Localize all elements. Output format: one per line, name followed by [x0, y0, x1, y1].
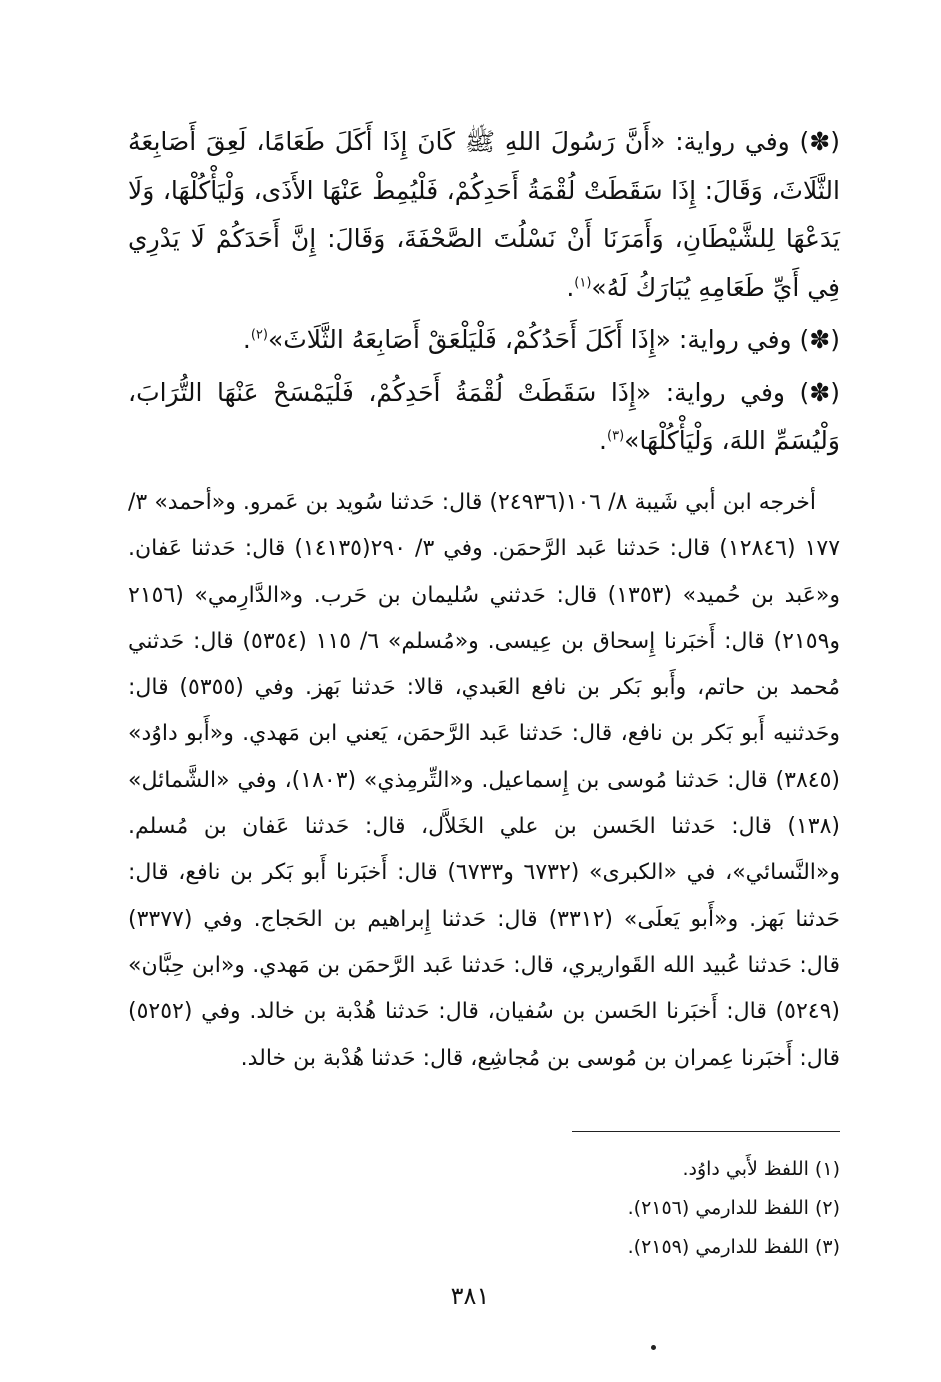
narration-2: [128, 316, 840, 365]
ink-speck: [651, 1345, 656, 1350]
takhrij-paragraph: أخرجه ابن أبي شَيبة ٨/ ١٠٦(٢٤٩٣٦) قال: حَدثنا سُويد بن عَمرو. و«أحمد» ٣/ ١٧٧ (١٢٨٤٦) قال: حَدثنا عَبد الرَّحمَن. وفي ٣/ ٢٩٠(١٤١٣٥) قال: حَدثنا عَفان. و«عَبد بن حُميد» (١٣٥٣) قال: حَدثني سُليمان بن حَرب. و«الدَّارِمي» (٢١٥٦ و٢١٥٩) قال: أَخبَرنا إِسحاق بن عِيسى. و«مُسلم» ٦/ ١١٥ (٥٣٥٤) قال: حَدثني مُحمد بن حاتم، وأَبو بَكر بن نافع العَبدي، قالا: حَدثنا بَهز. وفي (٥٣٥٥) قال: وحَدثنيه أَبو بَكر بن نافع، قال: حَدثنا عَبد الرَّحمَن، يَعني ابن مَهدي. و«أَبو داوُد» (٣٨٤٥) قال: حَدثنا مُوسى بن إِسماعيل. و«التِّرمِذي» (١٨٠٣)، وفي «الشَّمائل» (١٣٨) قال: حَدثنا الحَسن بن علي الخَلاَّل، قال: حَدثنا عَفان بن مُسلم. و«النَّسائي»، في «الكبرى» (٦٧٣٢ و٦٧٣٣) قال: أَخبَرنا أَبو بَكر بن نافع، قال: حَدثنا بَهز. و«أَبو يَعلَى» (٣٣١٢) قال: حَدثنا إِبراهيم بن الحَجاج. وفي (٣٣٧٧) قال: حَدثنا عُبيد الله القَواريري، قال: حَدثنا عَبد الرَّحمَن بن مَهدي. و«ابن حِبَّان» (٥٢٤٩) قال: أَخبَرنا الحَسن بن سُفيان، قال: حَدثنا هُدْبة بن خالد. وفي (٥٢٥٢) قال: أَخبَرنا عِمران بن مُوسى بن مُجاشِع، قال: حَدثنا هُدْبة بن خالد.: [128, 490, 841, 1071]
footnote-divider: [572, 1131, 840, 1132]
page-number: ٣٨١: [450, 1282, 490, 1310]
footnote-1: (١) اللفظ لأَبي داوُد.: [682, 1158, 840, 1180]
narration-3-text: (✽) وفي رواية: «إِذَا سَقَطَتْ لُقْمَةُ أَحَدِكُمْ، فَلْيَمْسَحْ عَنْهَا التُّرَابَ، وَلْيُسَمِّ اللهَ، وَلْيَأْكُلْهَا»: [128, 377, 840, 455]
narration-1-end: .: [566, 272, 575, 302]
narration-2-text: (✽) وفي رواية: «إِذَا أَكَلَ أَحَدُكُمْ، فَلْيَلْعَقْ أَصَابِعَهُ الثَّلَاثَ»: [267, 325, 840, 354]
footnote-ref-3: (٣): [607, 428, 625, 444]
footnotes: [420, 1150, 840, 1267]
narration-1-text: (✽) وفي رواية: «أَنَّ رَسُولَ اللهِ ﷺ كَانَ إِذَا أَكَلَ طَعَامًا، لَعِقَ أَصَابِعَهُ الثَّلَاثَ، وَقَالَ: إِذَا سَقَطَتْ لُقْمَةُ أَحَدِكُمْ، فَلْيُمِطْ عَنْهَا الأَذَى، وَلْيَأْكُلْهَا، وَلَا يَدَعْهَا لِلشَّيْطَانِ، وَأَمَرَنَا أَنْ نَسْلُتَ الصَّحْفَةَ، وَقَالَ: إِنَّ أَحَدَكُمْ لَا يَدْرِي فِي أَيِّ طَعَامِهِ يُبَارَكُ لَهُ»: [128, 127, 840, 302]
footnote-2: (٢) اللفظ للدارمي (٢١٥٦).: [627, 1197, 840, 1219]
footnote-ref-1: (١): [574, 275, 592, 291]
narration-3: [128, 369, 840, 466]
hadith-narrations: [128, 118, 840, 466]
narration-2-end: .: [242, 325, 251, 354]
footnote-ref-2: (٢): [250, 327, 268, 343]
footnote-3: (٣) اللفظ للدارمي (٢١٥٩).: [627, 1236, 840, 1258]
narration-3-end: .: [599, 426, 607, 455]
takhrij-section: [128, 480, 840, 1082]
narration-1: [128, 118, 840, 312]
